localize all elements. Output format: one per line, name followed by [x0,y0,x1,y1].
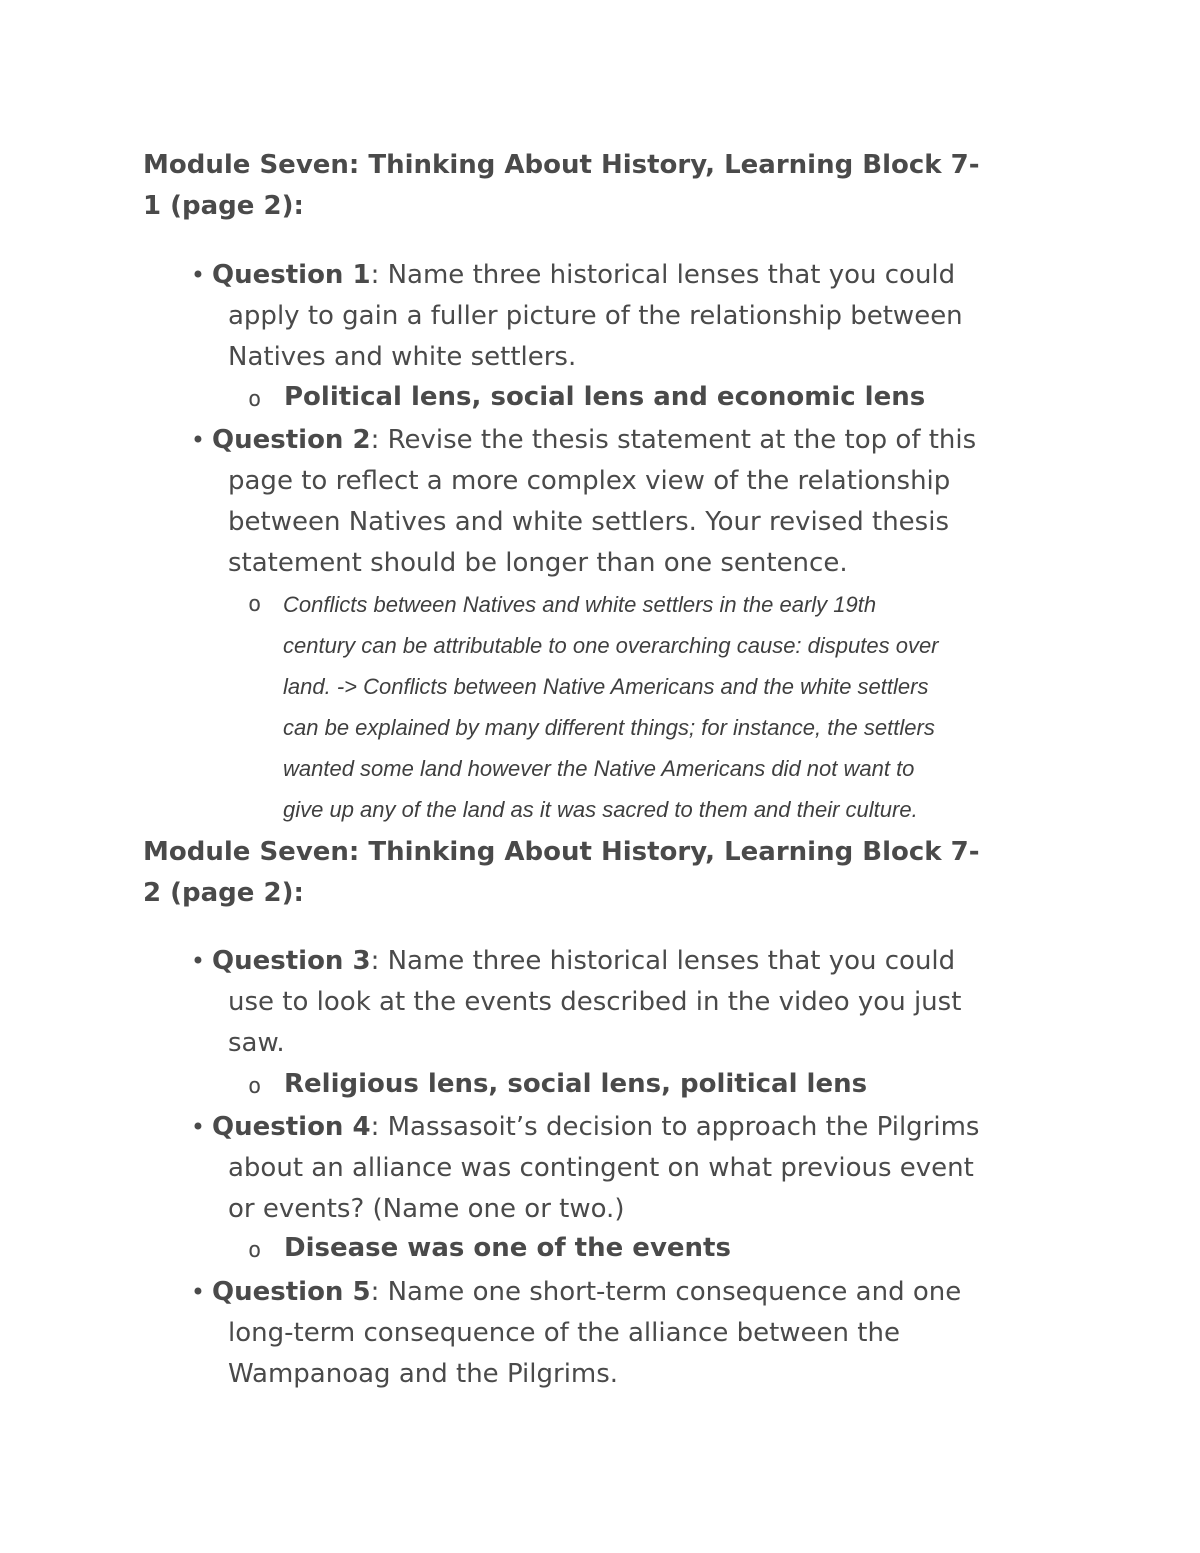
thesis-line: Conflicts between Natives and white settlers in the early 19th [283,592,877,617]
heading-line: 2 (page 2): [143,878,304,908]
answer-text: Disease was one of the events [284,1233,731,1263]
bullet-icon: • [190,947,206,975]
question-label: Question 3 [212,946,371,976]
bullet-icon: • [190,1278,206,1306]
question-text: saw. [228,1028,285,1058]
thesis-line: land. -> Conflicts between Native Americans and the white settlers [283,674,929,699]
question-label: Question 2 [212,425,371,455]
question-text: : Name one short-term consequence and one [370,1277,962,1307]
question-label: Question 4 [212,1112,371,1142]
question-text: : Name three historical lenses that you could [370,946,956,976]
answer-1 [248,380,1084,414]
heading-line: Module Seven: Thinking About History, Learning Block 7- [143,837,980,867]
thesis-line: give up any of the land as it was sacred to them and their culture. [283,797,918,822]
question-text: page to reflect a more complex view of the relationship [228,466,951,496]
question-text: statement should be longer than one sentence. [228,548,848,578]
sub-bullet-icon: o [248,387,262,412]
answer-2-thesis [248,584,1063,830]
heading-line: Module Seven: Thinking About History, Learning Block 7- [143,150,980,180]
question-2 [190,420,1078,584]
section-heading-2 [143,832,1063,914]
question-text: apply to gain a fuller picture of the relationship between [228,301,963,331]
sub-bullet-icon: o [248,1238,262,1263]
answer-4 [248,1231,1084,1265]
answer-text: Religious lens, social lens, political lens [284,1069,868,1099]
bullet-icon: • [190,426,206,454]
question-label: Question 5 [212,1277,371,1307]
bullet-icon: • [190,261,206,289]
question-text: Natives and white settlers. [228,342,577,372]
question-text: or events? (Name one or two.) [228,1194,625,1224]
question-text: use to look at the events described in the video you just [228,987,962,1017]
answer-text: Political lens, social lens and economic lens [284,382,926,412]
sub-bullet-icon: o [248,592,262,617]
question-4 [190,1107,1078,1230]
question-text: : Revise the thesis statement at the top of this [370,425,977,455]
question-text: long-term consequence of the alliance between the [228,1318,900,1348]
question-3 [190,941,1078,1064]
question-text: : Massasoit’s decision to approach the Pilgrims [370,1112,980,1142]
question-5 [190,1272,1078,1395]
question-text: about an alliance was contingent on what previous event [228,1153,974,1183]
sub-bullet-icon: o [248,1074,262,1099]
section-heading-1 [143,145,1063,227]
heading-line: 1 (page 2): [143,191,304,221]
thesis-line: century can be attributable to one overarching cause: disputes over [283,633,939,658]
question-label: Question 1 [212,260,371,290]
thesis-line: can be explained by many different things; for instance, the settlers [283,715,935,740]
question-text: Wampanoag and the Pilgrims. [228,1359,619,1389]
thesis-line: wanted some land however the Native Americans did not want to [283,756,915,781]
bullet-icon: • [190,1113,206,1141]
question-text: : Name three historical lenses that you could [370,260,956,290]
question-1 [190,255,1078,378]
answer-3 [248,1067,1084,1101]
question-text: between Natives and white settlers. Your revised thesis [228,507,949,537]
